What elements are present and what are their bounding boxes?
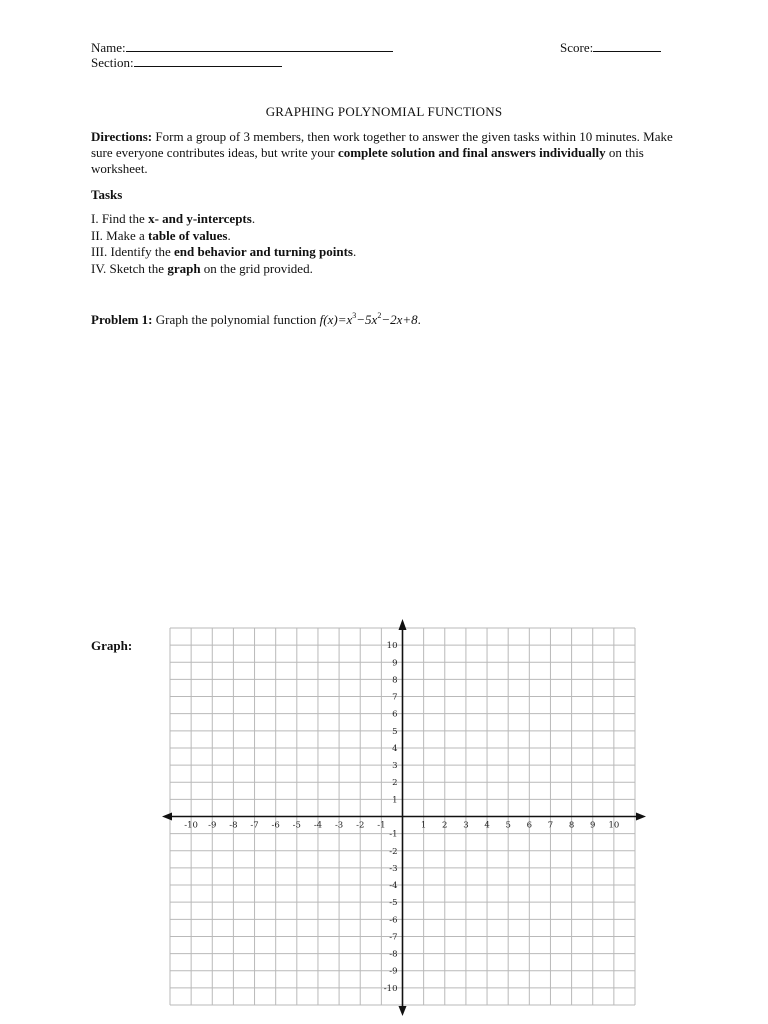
task-suffix: .: [227, 227, 231, 243]
x-tick-label: 2: [442, 820, 448, 831]
x-tick-label: 1: [420, 820, 427, 831]
exponent-3: 3: [352, 311, 357, 320]
y-tick-label: 4: [392, 743, 398, 754]
task-bold: table of values: [148, 227, 228, 243]
y-tick-label: -5: [389, 898, 398, 909]
x-tick-label: 3: [463, 820, 469, 831]
task-bold: graph: [167, 260, 201, 276]
section-label: Section:: [91, 55, 134, 70]
directions-bold-text: complete solution and final answers individually: [337, 145, 606, 160]
task-prefix: III. Identify the: [91, 244, 175, 259]
x-tick-label: -3: [334, 820, 344, 831]
task-suffix: .: [352, 244, 357, 259]
x-tick-label: -2: [356, 820, 365, 831]
x-tick-label: -9: [208, 820, 217, 831]
y-axis-up-arrow-icon: [399, 619, 407, 630]
y-tick-label: 8: [392, 675, 398, 686]
y-tick-label: -2: [389, 846, 398, 857]
x-tick-label: -4: [313, 820, 323, 831]
graph-label: Graph:: [91, 638, 133, 653]
x-tick-label: -10: [184, 820, 198, 831]
exponent-2: 2: [377, 311, 382, 320]
y-tick-label: 10: [386, 641, 398, 652]
task-prefix: II. Make a: [91, 227, 149, 243]
x-tick-label: 9: [590, 820, 596, 831]
x-tick-label: -5: [292, 820, 301, 831]
x-tick-label: 6: [526, 820, 533, 831]
x-tick-label: 8: [568, 820, 575, 831]
y-tick-label: -4: [389, 881, 398, 892]
axes: [162, 619, 646, 1016]
directions-text-1: Form a group of 3 members, then work together to answer the given tasks within 10 minutes. Make sure everyone contributes ideas, but write your: [91, 129, 673, 160]
function-term-2: −5x: [356, 312, 378, 327]
x-tick-label: -7: [250, 820, 259, 831]
problem-text: Graph the polynomial function: [152, 312, 320, 327]
task-bold: x- and y-intercepts: [148, 211, 252, 226]
y-tick-label: 2: [392, 778, 398, 789]
x-tick-label: -1: [377, 820, 386, 831]
problem-end: .: [417, 312, 421, 327]
x-tick-label: 7: [547, 820, 554, 831]
worksheet-title: GRAPHING POLYNOMIAL FUNCTIONS: [265, 104, 503, 119]
tasks-heading: Tasks: [91, 187, 123, 202]
y-tick-label: 3: [392, 761, 398, 772]
x-axis-left-arrow-icon: [162, 813, 172, 821]
y-tick-label: -1: [389, 829, 398, 840]
task-suffix: on the grid provided.: [200, 260, 313, 276]
function-term-3: −2x+8: [381, 312, 418, 327]
x-axis-right-arrow-icon: [636, 813, 646, 821]
score-label: Score:: [560, 40, 594, 55]
task-bold: end behavior and turning points: [174, 244, 353, 259]
y-tick-label: -3: [389, 863, 398, 874]
y-tick-label: 9: [392, 658, 398, 669]
x-tick-label: 10: [608, 820, 620, 831]
x-tick-label: 5: [505, 820, 511, 831]
y-tick-label: -8: [389, 949, 398, 960]
problem-label: Problem 1:: [91, 312, 153, 327]
name-label: Name:: [91, 40, 126, 55]
x-tick-label: -6: [271, 820, 280, 831]
function-lhs: f(x)=x: [319, 312, 353, 327]
y-axis-down-arrow-icon: [399, 1006, 407, 1016]
y-tick-label: 7: [392, 692, 398, 703]
y-tick-label: -6: [389, 915, 398, 926]
y-tick-label: -7: [389, 932, 398, 943]
task-suffix: .: [251, 211, 256, 226]
y-tick-label: 1: [392, 795, 398, 806]
x-tick-label: -8: [229, 820, 238, 831]
y-tick-label: -10: [383, 983, 398, 994]
directions-text-2: on this worksheet.: [91, 145, 644, 176]
y-tick-label: 6: [392, 709, 398, 720]
y-tick-label: -9: [389, 966, 398, 977]
task-prefix: I. Find the: [91, 211, 149, 226]
directions-label: Directions:: [91, 129, 153, 144]
task-prefix: IV. Sketch the: [91, 260, 168, 276]
x-tick-label: 4: [484, 820, 490, 831]
y-tick-label: 5: [392, 726, 398, 737]
